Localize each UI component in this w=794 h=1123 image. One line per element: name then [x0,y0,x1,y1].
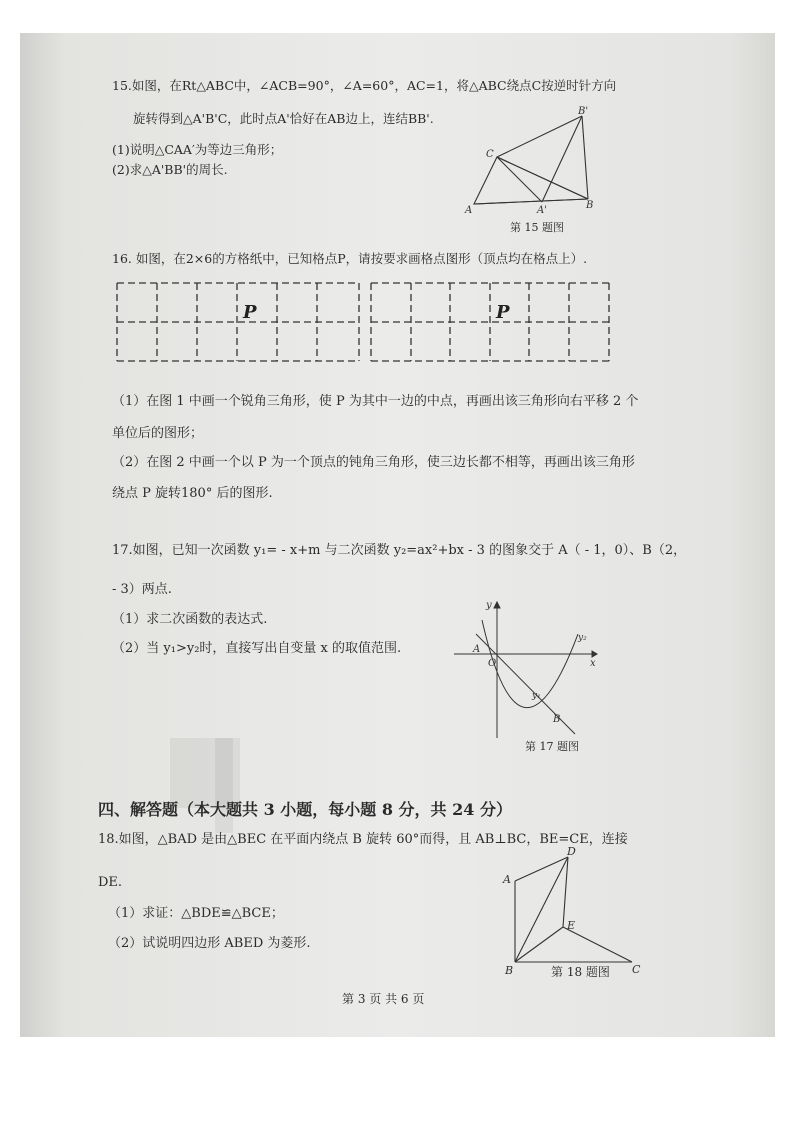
q16-grid-figure-1 [115,281,361,363]
q15-line2: 旋转得到△A'B'C，此时点A'恰好在AB边上，连结BB'. [133,111,434,126]
q16-sub2a: （2）在图 2 中画一个以 P 为一个顶点的钝角三角形，使三边长都不相等，再画出该三角形 [112,455,635,470]
q15-caption: 第 15 题图 [510,221,564,234]
q17-label-y1: y₁ [532,691,541,701]
q17-label-a: A [473,644,481,655]
q15-sub2: (2)求△A'BB'的周长. [112,162,228,177]
q17-label-y: y [486,600,492,611]
q18-label-b: B [505,964,514,977]
q16-point-p-2: P [496,302,510,323]
q17-sub1: （1）求二次函数的表达式. [112,612,268,627]
page-footer: 第 3 页 共 6 页 [342,992,425,1006]
q17-label-b: B [553,714,561,725]
q18-label-d: D [567,845,576,858]
q18-sub1: （1）求证：△BDE≌△BCE； [108,906,284,921]
q17-label-x: x [590,658,596,669]
q16-line1: 16. 如图，在2×6的方格纸中，已知格点P，请按要求画格点图形（顶点均在格点上）. [112,251,588,266]
q16-sub1a: （1）在图 1 中画一个锐角三角形，使 P 为其中一边的中点，再画出该三角形向右平移 2 个 [112,394,639,409]
q18-label-a: A [503,873,511,886]
q15-line1: 15.如图，在Rt△ABC中，∠ACB=90°，∠A=60°，AC=1，将△ABC绕点C按逆时针方向 [112,78,617,93]
q17-label-y2: y₂ [578,633,587,643]
q15-label-b: B [586,200,594,211]
q18-label-e: E [567,919,576,932]
q18-label-c: C [632,963,641,976]
q18-line1: 18.如图，△BAD 是由△BEC 在平面内绕点 B 旋转 60°而得，且 AB⊥BC，BE=CE，连接 [98,832,628,847]
q16-point-p-1: P [243,302,257,323]
q15-label-c: C [486,149,494,160]
q16-sub2b: 绕点 P 旋转180° 后的图形. [112,486,273,501]
q18-caption: 第 18 题图 [551,965,610,979]
section4-heading: 四、解答题（本大题共 3 小题，每小题 8 分，共 24 分） [98,800,512,819]
scanned-page-photo [20,33,775,1037]
q17-sub2: （2）当 y₁>y₂时，直接写出自变量 x 的取值范围. [112,641,402,656]
q17-line1: 17.如图，已知一次函数 y₁= - x+m 与二次函数 y₂=ax²+bx - 3 的图象交于 A（ - 1，0）、B（2， [112,543,687,558]
q16-sub1b: 单位后的图形； [112,426,204,441]
q15-label-aprime: A' [537,205,547,216]
q17-label-o: O [488,658,497,669]
q15-label-a: A [465,205,473,216]
q18-sub2: （2）试说明四边形 ABED 为菱形. [108,936,311,951]
q17-caption: 第 17 题图 [525,740,579,753]
q17-line2: - 3）两点. [112,582,172,597]
q16-grid-figure-2 [369,281,611,363]
q18-figure [495,845,645,975]
q18-line2: DE. [98,875,123,890]
q15-label-bprime: B' [578,106,589,117]
q15-sub1: (1)说明△CAA′为等边三角形； [112,142,283,157]
q17-function-graph [450,598,600,743]
